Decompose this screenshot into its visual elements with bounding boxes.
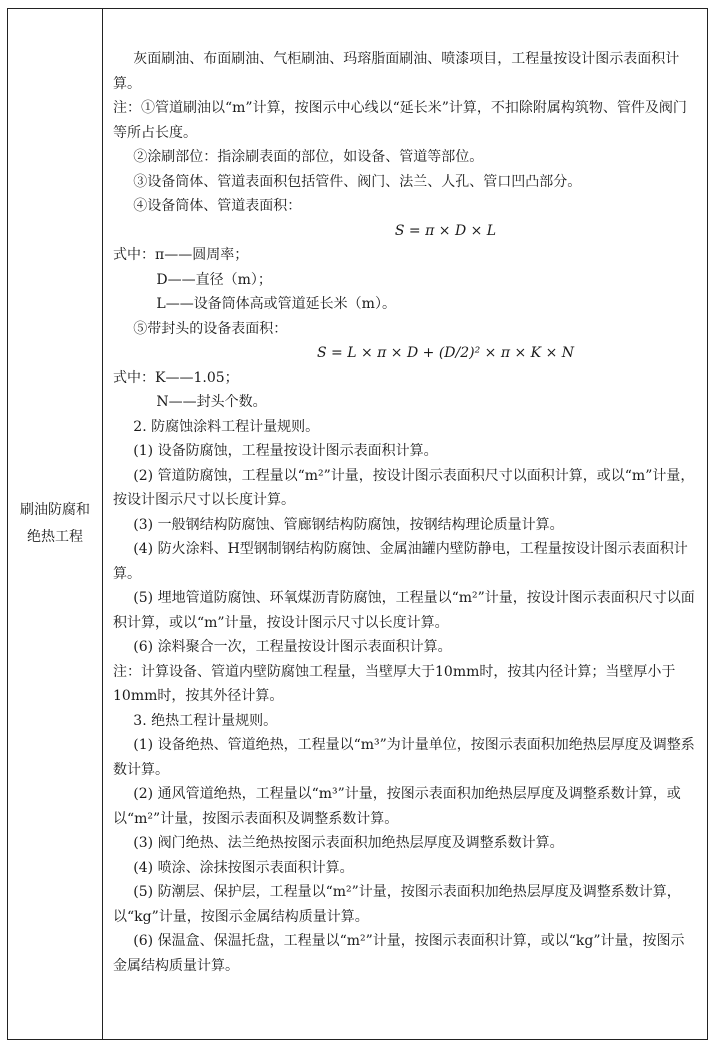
rule-line: ②涂刷部位：指涂刷表面的部位，如设备、管道等部位。 [133, 149, 484, 165]
rule-line: (6) 保温盒、保温托盘，工程量以“m²”计量，按图示表面积计算，或以“kg”计量，按图示金属结构质量计算。 [113, 933, 685, 974]
rule-line: ⑤带封头的设备表面积： [133, 320, 288, 337]
rule-line: 灰面刷油、布面刷油、气柜刷油、玛瑢脂面刷油、喷漆项目，工程量按设计图示表面积计算。 [113, 51, 680, 92]
rule-line: 2. 防腐蚀涂料工程计量规则。 [133, 418, 320, 435]
rule-line: (2) 通风管道绝热，工程量以“m³”计量，按图示表面积加绝热层厚度及调整系数计算，或以“m²”计量，按图示表面积及调整系数计算。 [113, 786, 681, 827]
rules-text [113, 47, 698, 978]
formula-line: S = π × D × L [394, 222, 497, 239]
rule-line: 注：①管道刷油以“m”计算，按图示中心线以“延长米”计算，不扣除附属构筑物、管件及阀门等所占长度。 [113, 100, 687, 141]
rule-line: (5) 埋地管道防腐蚀、环氧煤沥青防腐蚀，工程量以“m²”计量，按设计图示表面积尺寸以面积计算，或以“m”计量，按设计图示尺寸以长度计算。 [113, 590, 695, 631]
rule-line: ③设备筒体、管道表面积包括管件、阀门、法兰、人孔、管口凹凸部分。 [133, 173, 582, 190]
rule-line: 注：计算设备、管道内壁防腐蚀工程量，当壁厚大于10mm时，按其内径计算；当壁厚小于10mm时，按其外径计算。 [113, 663, 676, 704]
rule-line: D——直径（m）； [156, 271, 272, 288]
rule-line: (4) 喷涂、涂抹按图示表面积计算。 [133, 859, 354, 876]
rule-line: N——封头个数。 [156, 394, 267, 410]
rule-line: (5) 防潮层、保护层，工程量以“m²”计量，按图示表面积加绝热层厚度及调整系数计算，以“kg”计量，按图示金属结构质量计算。 [113, 884, 681, 925]
rule-line: (3) 阀门绝热、法兰绝热按图示表面积加绝热层厚度及调整系数计算。 [133, 835, 564, 851]
rule-line: (6) 涂料聚合一次，工程量按设计图示表面积计算。 [133, 639, 452, 655]
rule-line: (1) 设备绝热、管道绝热，工程量以“m³”为计量单位，按图示表面积加绝热层厚度及调整系数计算。 [113, 737, 695, 778]
rule-line: 式中：K——1.05； [113, 369, 239, 386]
spec-table [7, 8, 708, 1040]
rule-line: (1) 设备防腐蚀，工程量按设计图示表面积计算。 [133, 443, 438, 459]
rule-line: (2) 管道防腐蚀，工程量以“m²”计量，按设计图示表面积尺寸以面积计算，或以“m”计量，按设计图示尺寸以长度计算。 [113, 467, 695, 508]
rule-line: L——设备筒体高或管道延长米（m）。 [156, 296, 396, 312]
category-label: 刷油防腐和绝热工程 [20, 502, 90, 545]
rule-line: (4) 防火涂料、H型钢制钢结构防腐蚀、金属油罐内壁防静电，工程量按设计图示表面积计算。 [113, 541, 688, 582]
rule-line: 3. 绝热工程计量规则。 [133, 712, 278, 729]
rules-cell [103, 9, 707, 1039]
category-cell [8, 9, 102, 1039]
rule-line: 式中：π——圆周率； [113, 247, 249, 263]
rule-line: ④设备筒体、管道表面积： [133, 198, 302, 214]
rule-line: (3) 一般钢结构防腐蚀、管廊钢结构防腐蚀，按钢结构理论质量计算。 [133, 516, 564, 533]
formula-line: S = L × π × D + (D/2)² × π × K × N [316, 345, 575, 361]
